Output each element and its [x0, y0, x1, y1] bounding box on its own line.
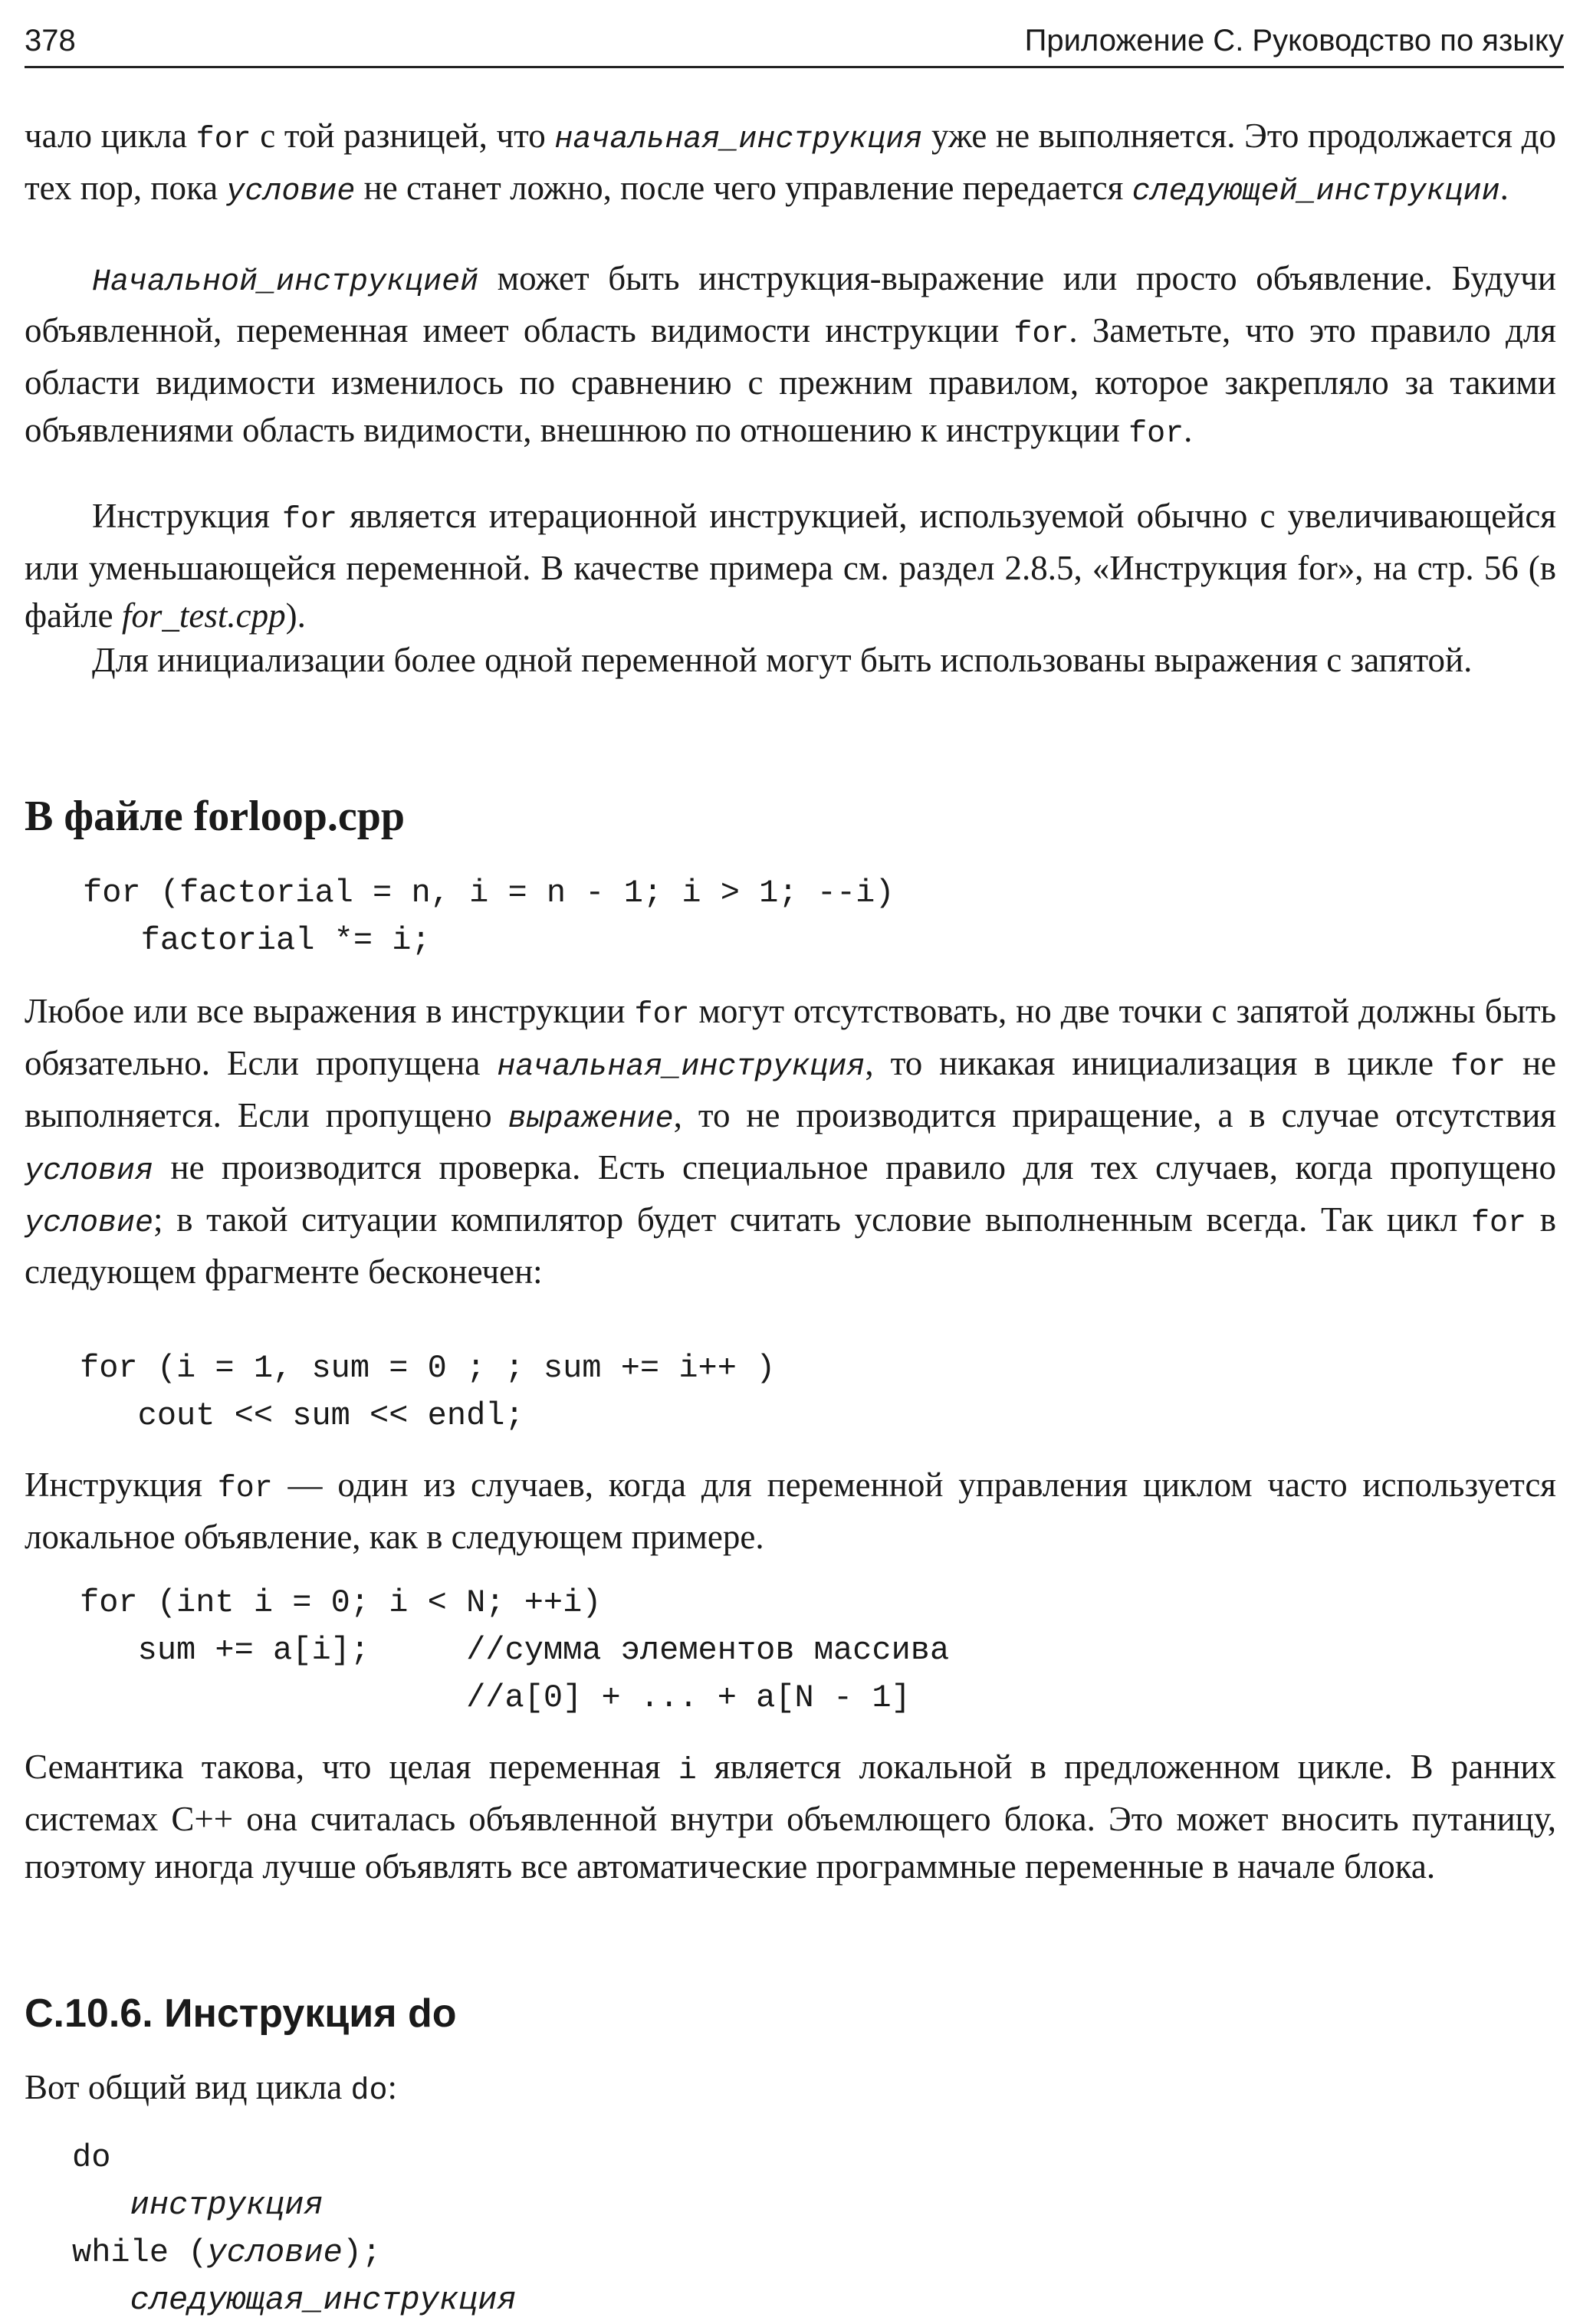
text-run: Любое или все выражения в инструкции — [25, 992, 635, 1030]
code-block-infinite-loop — [80, 1344, 775, 1439]
file-heading: В файле forloop.cpp — [25, 793, 405, 840]
section-heading: С.10.6. Инструкция do — [25, 1991, 457, 2036]
text-run: , то никакая инициализация в цикле — [865, 1044, 1450, 1082]
text-run: является итерационной инструкцией, используемой обычно с увеличивающейся или уменьшающейся переменной. В качестве примера см. раздел 2.8.5, «Инструкция for», на стр. 56 (в файле — [25, 497, 1556, 635]
file-name: for_test.cpp — [121, 596, 286, 635]
paragraph-iteration — [25, 492, 1556, 639]
text-run: в следующем фрагменте бесконечен: — [25, 1200, 1556, 1291]
paragraph-local-declaration — [25, 1461, 1556, 1561]
code-block-array-sum — [80, 1579, 949, 1722]
code-term-italic: условие — [25, 1206, 154, 1241]
code-punct: ); — [342, 2234, 382, 2271]
text-run: Инструкция — [25, 1466, 218, 1504]
code-placeholder: следующая_инструкция — [130, 2282, 517, 2319]
paragraph-init-scope — [25, 254, 1556, 458]
code-term: for — [282, 503, 338, 537]
text-run: : — [387, 2068, 398, 2106]
text-run: является локальной в предложенном цикле. В ранних системах С++ она считалась объявленной внутри объемлющего блока. Это может вносить путаницу, поэтому иногда лучше объявлять все автоматические программные переменные в начале блока. — [25, 1748, 1556, 1886]
code-term-italic: начальная_инструкция — [497, 1050, 865, 1085]
text-run: Для инициализации более одной переменной могут быть использованы выражения с запятой. — [92, 641, 1473, 679]
text-run: . — [1499, 169, 1509, 207]
code-line: cout << sum << endl; — [80, 1397, 524, 1434]
code-line: sum += a[i]; //сумма элементов массива — [80, 1632, 950, 1669]
code-line: for (int i = 0; i < N; ++i) — [80, 1584, 602, 1621]
header-rule — [25, 66, 1564, 68]
code-term: for — [1450, 1050, 1506, 1085]
text-run: Инструкция — [92, 497, 283, 535]
text-run: с той разницей, что — [251, 117, 555, 155]
code-term-italic: выражение — [507, 1102, 674, 1137]
code-term: for — [195, 123, 251, 157]
paragraph-omitted-expressions — [25, 987, 1556, 1295]
paragraph-do-intro — [25, 2063, 1556, 2116]
paragraph-comma-expr — [25, 636, 1556, 684]
text-run: . — [1184, 411, 1193, 449]
text-run: не станет ложно, после чего управление передается — [355, 169, 1132, 207]
code-term-italic: начальная_инструкция — [554, 123, 923, 157]
code-term: do — [350, 2074, 388, 2109]
text-run: ). — [285, 596, 306, 635]
code-keyword: do — [72, 2139, 111, 2176]
text-run: Семантика такова, что целая переменная — [25, 1748, 678, 1786]
code-keyword: while ( — [72, 2234, 208, 2271]
code-term: for — [1013, 317, 1069, 352]
code-line: //a[0] + ... + a[N - 1] — [80, 1679, 911, 1716]
text-run: — один из случаев, когда для переменной управления циклом часто используется локальное объявление, как в следующем примере. — [25, 1466, 1556, 1556]
text-run: уже не выполняется. Это продолжается до тех пор, пока — [25, 117, 1556, 207]
code-block-forloop — [83, 869, 895, 964]
text-run: Вот общий вид цикла — [25, 2068, 351, 2106]
text-run: не выполняется. Если пропущено — [25, 1044, 1556, 1134]
page-number: 378 — [25, 24, 76, 57]
text-run: может быть инструкция-выражение или просто объявление. Будучи объявленной, переменная имеет область видимости инструкции — [25, 259, 1556, 350]
paragraph-semantics — [25, 1743, 1556, 1890]
code-term: for — [1471, 1206, 1527, 1241]
code-term: for — [634, 998, 690, 1032]
code-line: factorial *= i; — [83, 922, 431, 959]
code-block-do-syntax — [72, 2134, 517, 2324]
text-run: чало цикла — [25, 117, 196, 155]
code-term-italic: Начальной_инструкцией — [92, 265, 479, 300]
code-term-italic: условия — [25, 1154, 154, 1189]
code-line: for (factorial = n, i = n - 1; i > 1; --i) — [83, 875, 895, 911]
code-line: for (i = 1, sum = 0 ; ; sum += i++ ) — [80, 1350, 776, 1387]
code-term: for — [217, 1472, 273, 1506]
text-run: ; в такой ситуации компилятор будет считать условие выполненным всегда. Так цикл — [153, 1200, 1472, 1239]
text-run: . Заметьте, что это правило для области видимости изменилось по сравнению с прежним правилом, которое закрепляло за такими объявлениями область видимости, внешнюю по отношению к инструкции — [25, 311, 1557, 449]
running-title: Приложение С. Руководство по языку — [1024, 24, 1564, 57]
code-placeholder: инструкция — [130, 2187, 324, 2224]
text-run: не производится проверка. Есть специальное правило для тех случаев, когда пропущено — [153, 1148, 1556, 1187]
code-placeholder: условие — [207, 2234, 343, 2271]
paragraph-for-continuation — [25, 112, 1556, 216]
code-term: i — [678, 1754, 697, 1788]
text-run: , то не производится приращение, а в случае отсутствия — [673, 1096, 1557, 1134]
code-term-italic: следующей_инструкции — [1132, 175, 1500, 209]
code-term: for — [1128, 417, 1184, 451]
code-term-italic: условие — [226, 175, 356, 209]
text-run: могут отсутствовать, но две точки с запятой должны быть обязательно. Если пропущена — [25, 992, 1557, 1082]
